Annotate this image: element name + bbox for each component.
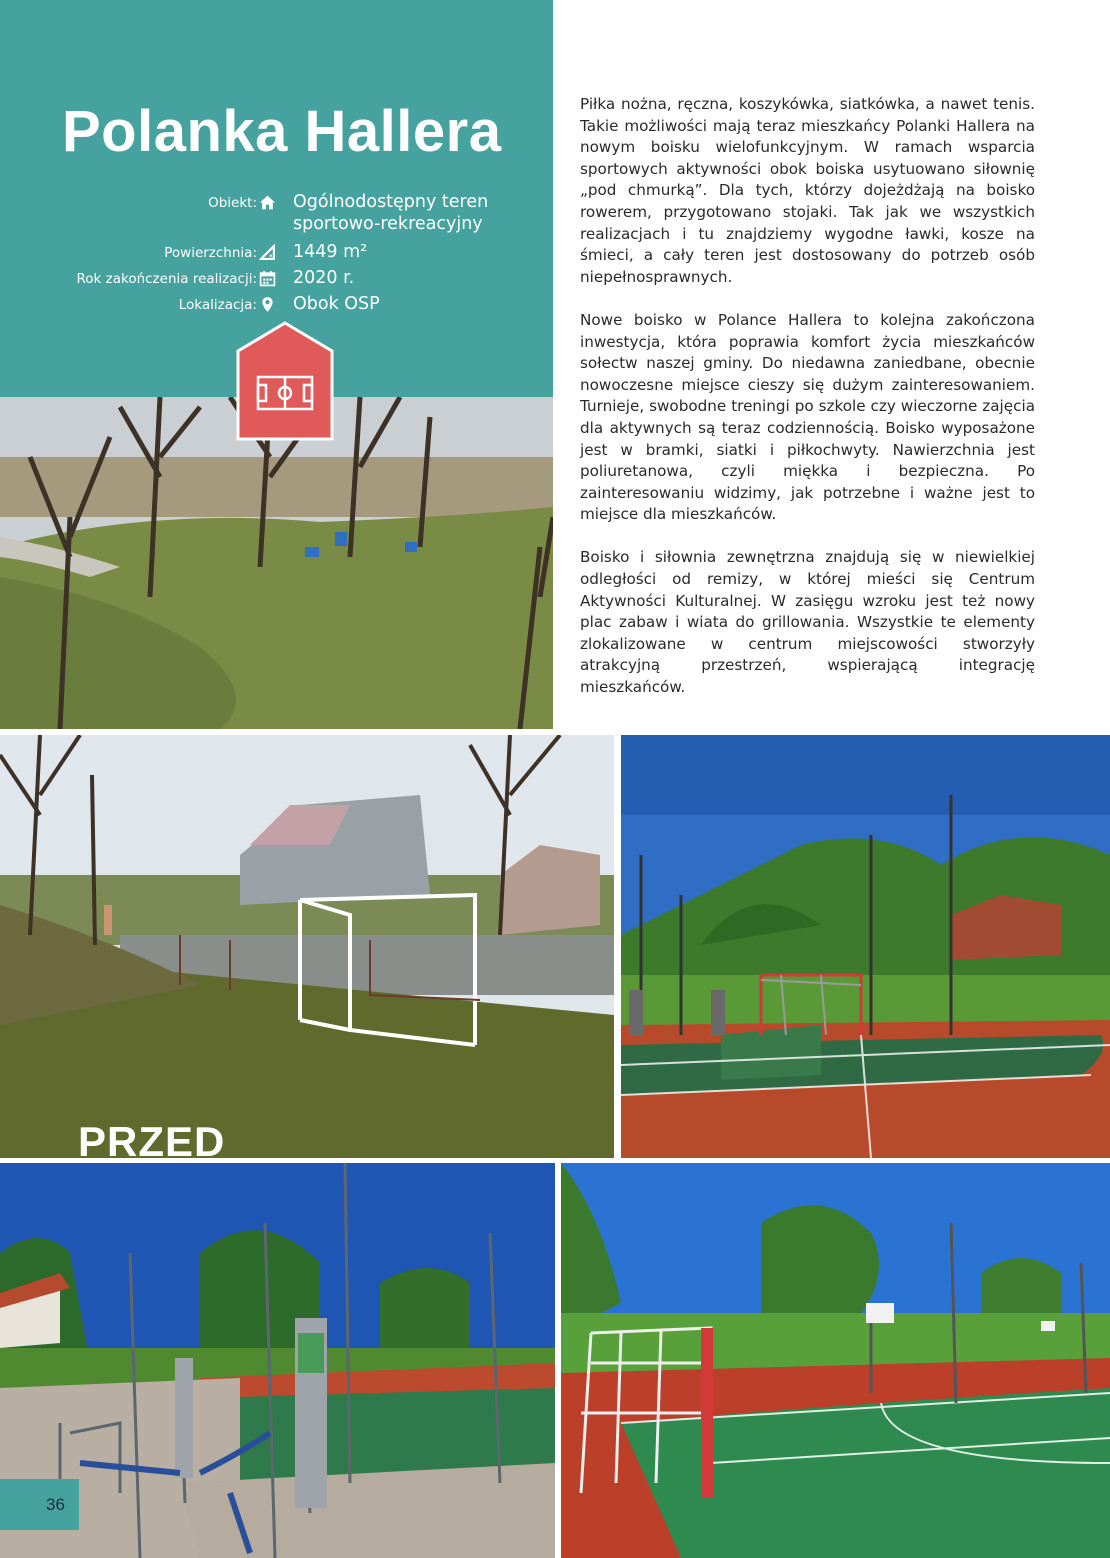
- info-list: [0, 190, 553, 318]
- info-label: Rok zakończenia realizacji:: [76, 271, 257, 287]
- info-value: 2020 r.: [293, 268, 355, 288]
- paragraph: Nowe boisko w Polance Hallera to kolejna zakończona inwestycja, która poprawia komfort życia mieszkańców sołectw naszej gminy. Do niedawna zaniedbane, obecnie nowoczesne miejsce cieszy się dużym zainteresowaniem. Turnieje, swobodne treningi po szkole czy wieczorne zajęcia dla aktywnych są teraz codziennością. Boisko wyposażone jest w bramki, siatki i piłkochwyty. Nawierzchnia jest poliuretanowa, czyli miękka i bezpieczna. Po zainteresowaniu widzimy, jak potrzebne i ważne jest to miejsce dla mieszkańców.: [580, 310, 1035, 524]
- calendar-icon: [259, 270, 276, 287]
- info-row-object: [0, 190, 553, 240]
- area-triangle-icon: [259, 244, 276, 261]
- map-pin-icon: [259, 296, 276, 313]
- photo-before-goal: [0, 735, 614, 1158]
- page-number-box: [0, 1479, 79, 1530]
- photo-after-gym: [0, 1163, 555, 1558]
- photo-after-court: [621, 735, 1110, 1158]
- info-label: Powierzchnia:: [164, 245, 257, 261]
- info-row-location: [0, 292, 553, 318]
- paragraph: Piłka nożna, ręczna, koszykówka, siatkówka, a nawet tenis. Takie możliwości mają teraz mieszkańcy Polanki Hallera na nowym boisku wielofunkcyjnym. W ramach wsparcia sportowych aktywności obok boiska usytuowano siłownię „pod chmurką”. Dla tych, którzy dojeżdżają na boisko rowerem, przygotowano stojaki. Tak jak we wszystkich realizacjach i tu znajdziemy wygodne ławki, kosze na śmieci, a cały teren jest dostosowany do potrzeb osób niepełnosprawnych.: [580, 95, 1035, 286]
- info-value: Ogólnodostępny teren sportowo-rekreacyjny: [293, 192, 489, 234]
- page-number: 36: [46, 1495, 65, 1514]
- before-label: PRZED: [78, 1118, 226, 1158]
- sports-field-icon: [236, 321, 334, 441]
- home-icon: [259, 194, 276, 211]
- info-label: Obiekt:: [208, 195, 257, 211]
- info-label: Lokalizacja:: [178, 297, 257, 313]
- article-text: [580, 94, 1035, 720]
- photo-before-slope: [0, 397, 553, 729]
- info-row-year: [0, 266, 553, 292]
- photo-after-court-goal: [561, 1163, 1110, 1558]
- info-value: 1449 m²: [293, 242, 368, 262]
- info-row-area: [0, 240, 553, 266]
- info-value: Obok OSP: [293, 294, 380, 314]
- paragraph: Boisko i siłownia zewnętrzna znajdują się w niewielkiej odległości od remizy, w której mieści się Centrum Aktywności Kulturalnej. W zasięgu wzroku jest też nowy plac zabaw i wiata do grillowania. Wszystkie te elementy zlokalizowane w centrum miejscowości stworzyły atrakcyjną przestrzeń, wspierającą integrację mieszkańców.: [580, 548, 1035, 697]
- page-title: Polanka Hallera: [62, 99, 502, 164]
